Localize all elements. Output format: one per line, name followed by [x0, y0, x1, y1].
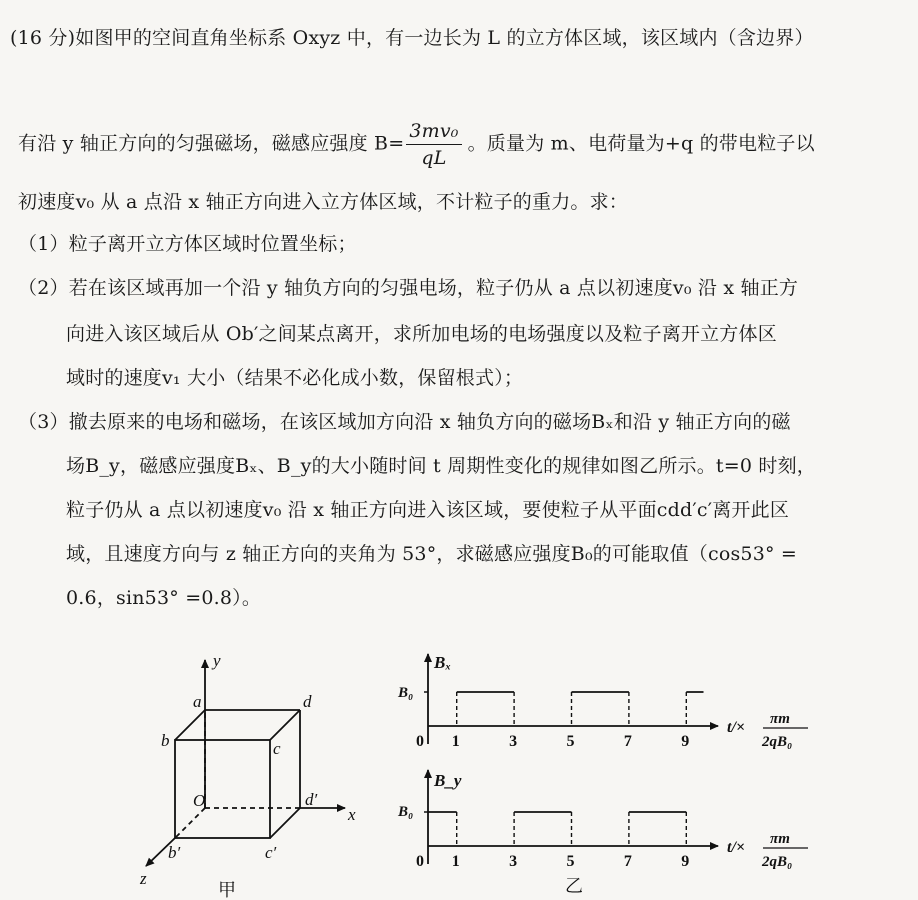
label-a: a [193, 692, 202, 711]
question-part-2-cont-2: 域时的速度v₁ 大小（结果不必化成小数，保留根式）； [66, 367, 524, 389]
by-y-tick: B₀ [398, 804, 414, 820]
by-unit-numerator: πm [770, 831, 790, 847]
bx-x-tick-5: 5 [566, 733, 575, 750]
bx-unit-denominator: 2qB₀ [762, 734, 793, 750]
by-xlabel: t/× [727, 839, 746, 856]
question-part-3: （3）撤去原来的电场和磁场，在该区域加方向沿 x 轴负方向的磁场Bₓ和沿 y 轴正方向的磁 [18, 411, 791, 433]
cube-labels [139, 651, 356, 888]
formula-fraction [406, 118, 461, 171]
bx-xlabel: t/× [727, 719, 746, 736]
by-x-tick-7: 7 [623, 853, 632, 870]
chart-bx [397, 653, 808, 750]
question-part-3-cont-2: 粒子仍从 a 点以初速度v₀ 沿 x 轴正方向进入该区域，要使粒子从平面cdd′c′离开此区 [66, 499, 790, 521]
question-part-2-cont-1: 向进入该区域后从 Ob′之间某点离开，求所加电场的电场强度以及粒子离开立方体区 [66, 323, 777, 345]
label-origin: O [193, 791, 206, 810]
formula-numerator: 3mv₀ [406, 118, 461, 145]
label-d-prime: d′ [305, 790, 318, 809]
label-b-prime: b′ [168, 843, 181, 862]
question-line-1: (16 分)如图甲的空间直角坐标系 Oxyz 中，有一边长为 L 的立方体区域，该区域内（含边界） [10, 27, 814, 49]
bx-unit-numerator: πm [770, 711, 790, 727]
by-x-tick-0: 0 [416, 853, 424, 870]
bx-x-tick-7: 7 [623, 733, 632, 750]
question-part-3-cont-1: 场B_y，磁感应强度Bₓ、B_y的大小随时间 t 周期性变化的规律如图乙所示。t=0 时刻， [66, 455, 817, 477]
by-x-tick-9: 9 [681, 853, 690, 870]
label-x: x [348, 805, 356, 824]
question-part-2: （2）若在该区域再加一个沿 y 轴负方向的匀强电场，粒子仍从 a 点以初速度v₀ 沿 x 轴正方 [18, 277, 799, 299]
by-x-tick-3: 3 [509, 853, 518, 870]
chart-by [397, 770, 808, 870]
question-part-3-cont-3: 域，且速度方向与 z 轴正方向的夹角为 53°，求磁感应强度B₀的可能取值（cos53° = [66, 543, 798, 565]
by-unit-denominator: 2qB₀ [762, 854, 793, 870]
label-b: b [161, 731, 170, 750]
formula-denominator: qL [421, 147, 447, 169]
figures [0, 640, 918, 900]
by-ylabel: B_y [434, 771, 462, 790]
label-y: y [213, 651, 221, 670]
bx-y-tick: B₀ [398, 685, 414, 701]
question-part-1: （1）粒子离开立方体区域时位置坐标； [18, 233, 357, 255]
caption-yi: 乙 [565, 876, 583, 896]
label-d: d [303, 692, 312, 711]
line-2-text-b: 。质量为 m、电荷量为+q 的带电粒子以 [467, 132, 815, 155]
caption-jia: 甲 [218, 880, 236, 900]
question-line-3: 初速度v₀ 从 a 点沿 x 轴正方向进入立方体区域，不计粒子的重力。求： [18, 191, 628, 213]
bx-ylabel: Bₓ [434, 653, 452, 672]
bx-x-tick-9: 9 [681, 733, 690, 750]
label-c-prime: c′ [265, 843, 277, 862]
question-part-3-cont-4: 0.6，sin53° =0.8）。 [66, 587, 262, 609]
by-x-tick-1: 1 [451, 853, 460, 870]
label-c: c [273, 739, 281, 758]
bx-x-tick-3: 3 [509, 733, 518, 750]
bx-x-tick-1: 1 [451, 733, 460, 750]
line-2-text-a: 有沿 y 轴正方向的匀强磁场，磁感应强度 B= [18, 132, 405, 155]
bx-x-tick-0: 0 [416, 733, 424, 750]
by-x-tick-5: 5 [566, 853, 575, 870]
label-z: z [140, 869, 147, 888]
question-line-2 [18, 118, 815, 171]
cube-figure [146, 660, 345, 866]
